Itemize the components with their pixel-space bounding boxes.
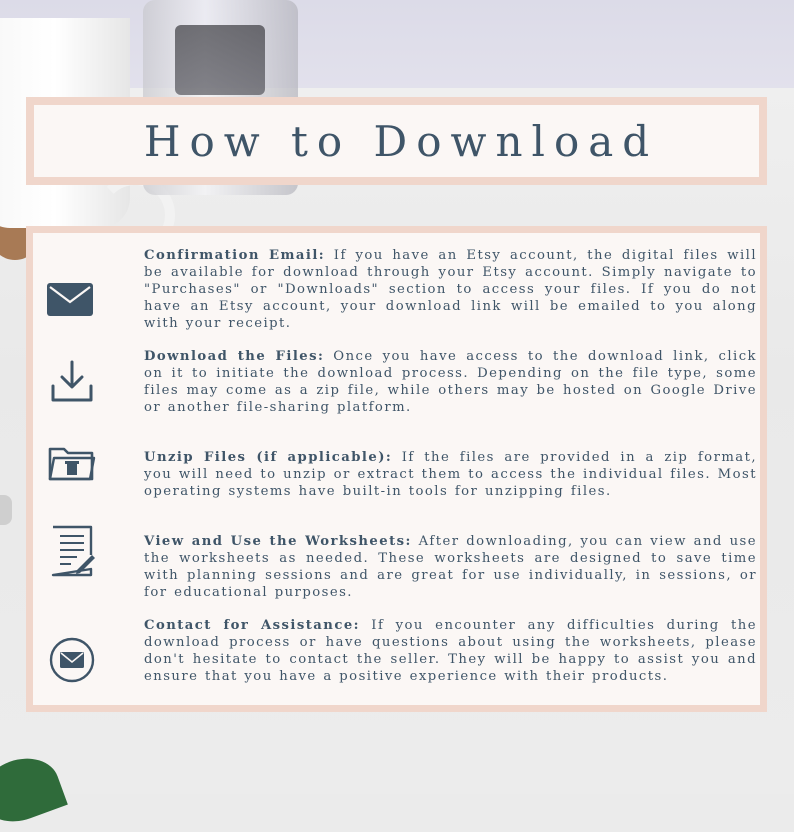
- step-contact-assistance: [144, 618, 757, 686]
- step-body: Once you have access to the download link, click on it to initiate the download process. Depending on the file type, some files may come as a zip file, while others may be hosted on Google Drive or another file-sharing platform.: [144, 349, 757, 415]
- step-heading: View and Use the Worksheets:: [144, 534, 412, 549]
- step-heading: Download the Files:: [144, 349, 325, 364]
- envelope-icon: [47, 283, 93, 316]
- step-download-files: [144, 349, 757, 417]
- worksheet-icon: [51, 525, 95, 577]
- step-heading: Contact for Assistance:: [144, 618, 360, 633]
- instructions-panel-inner: [33, 233, 760, 705]
- step-body: If you have an Etsy account, the digital files will be available for download through your Etsy account. Simply navigate to "Purchases" or "Downloads" section to access your files. If you do not have an Etsy account, your download link will be emailed to you along with your receipt.: [144, 248, 757, 331]
- folder-icon: [48, 446, 96, 481]
- download-icon: [50, 360, 94, 403]
- title-banner: [26, 97, 767, 185]
- step-body: After downloading, you can view and use the worksheets as needed. These worksheets are designed to save time with planning sessions and are great for use individually, in sessions, or for educational purposes.: [144, 534, 758, 600]
- background-object: [0, 495, 12, 525]
- title-inner: [34, 105, 759, 177]
- instructions-panel: [26, 226, 767, 712]
- step-confirmation-email: [144, 248, 757, 333]
- step-heading: Confirmation Email:: [144, 248, 326, 263]
- step-body: If the files are provided in a zip format, you will need to unzip or extract them to access the individual files. Most operating systems have built-in tools for unzipping files.: [144, 450, 757, 499]
- mail-circle-icon: [49, 637, 95, 683]
- step-view-worksheets: [144, 534, 757, 602]
- background-jar-contents: [175, 25, 265, 95]
- step-body: If you encounter any difficulties during the download process or have questions about using the worksheets, please don't hesitate to contact the seller. They will be happy to assist you and ensure that you have a positive experience with their products.: [144, 618, 757, 684]
- step-unzip-files: [144, 450, 757, 501]
- page-title: How to Download: [143, 116, 659, 166]
- step-heading: Unzip Files (if applicable):: [144, 450, 393, 465]
